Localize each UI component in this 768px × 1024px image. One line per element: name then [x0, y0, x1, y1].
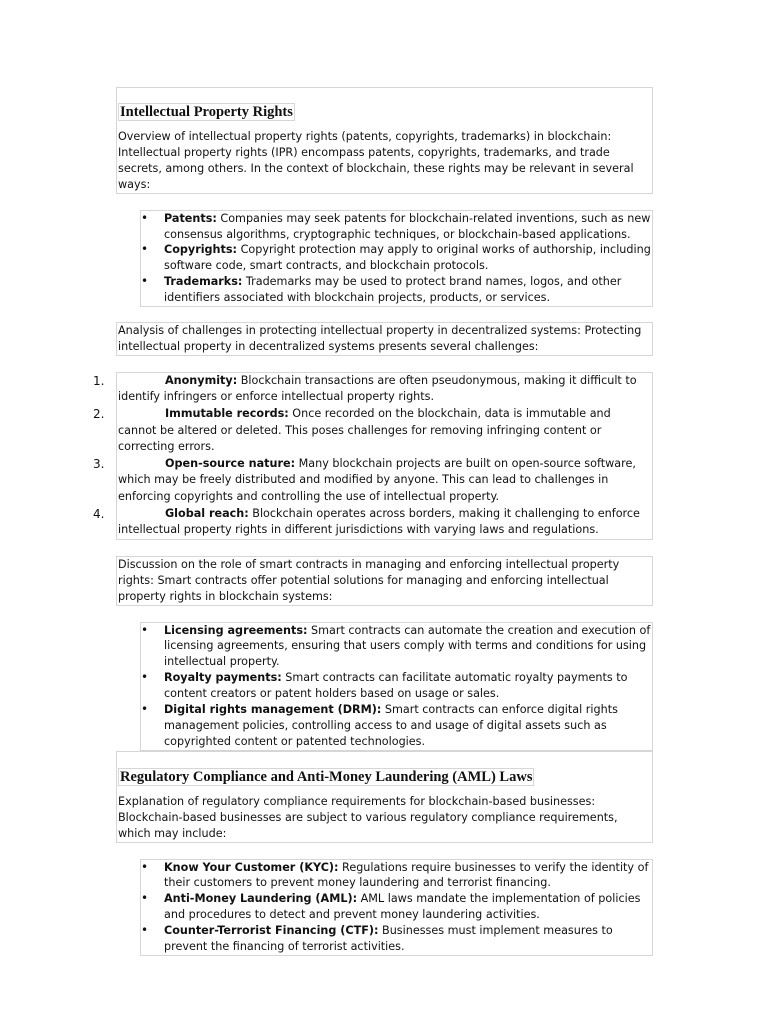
list-item: • Know Your Customer (KYC): Regulations require businesses to verify the identity of their customers to prevent money laundering and terrorist financing. [141, 860, 652, 892]
section-heading-ip [117, 88, 652, 129]
list-item: • Trademarks: Trademarks may be used to protect brand names, logos, and other identifiers associated with blockchain projects, products, or services. [141, 274, 652, 306]
list-item: • Copyrights: Copyright protection may apply to original works of authorship, including software code, smart contracts, and blockchain protocols. [141, 242, 652, 274]
list-item: • Patents: Companies may seek patents for blockchain-related inventions, such as new consensus algorithms, cryptographic techniques, or blockchain-based applications. [141, 211, 652, 243]
challenges-intro-block [116, 322, 653, 356]
list-item: • Royalty payments: Smart contracts can facilitate automatic royalty payments to content creators or patent holders based on usage or sales. [141, 670, 652, 702]
section-heading-aml [117, 752, 652, 794]
ip-rights-list [140, 210, 653, 307]
smart-contracts-intro-paragraph: Discussion on the role of smart contracts in managing and enforcing intellectual property rights: Smart contracts offer potential solutions for managing and enforcing intellectual property rights in blockchain systems: [118, 557, 620, 603]
challenges-list [93, 372, 653, 540]
list-item: 3. Open-source nature: Many blockchain projects are built on open-source software, which may be freely distributed and modified by anyone. This can lead to challenges in enforcing copyrights and controlling the use of intellectual property. [93, 456, 636, 504]
list-item: • Digital rights management (DRM): Smart contracts can enforce digital rights management policies, controlling access to and usage of digital assets such as copyrighted content or patented technologies. [141, 702, 652, 750]
challenges-intro-paragraph: Analysis of challenges in protecting intellectual property in decentralized systems: Protecting intellectual property in decentralized systems presents several challenges: [118, 324, 642, 353]
section-title: Intellectual Property Rights [120, 104, 293, 120]
smart-contracts-list [140, 622, 653, 751]
list-item: • Counter-Terrorist Financing (CTF): Businesses must implement measures to prevent the financing of terrorist activities. [141, 923, 652, 955]
list-item: 1. Anonymity: Blockchain transactions are often pseudonymous, making it difficult to identify infringers or enforce intellectual property rights. [93, 373, 637, 404]
document-page [93, 87, 653, 956]
list-item: 2. Immutable records: Once recorded on the blockchain, data is immutable and cannot be altered or deleted. This poses challenges for removing infringing content or correcting errors. [93, 407, 611, 454]
aml-overview-paragraph: Explanation of regulatory compliance requirements for blockchain-based businesses: Blockchain-based businesses are subject to various regulatory compliance requirements, which may include: [118, 794, 618, 840]
compliance-list [140, 859, 653, 956]
section-title: Regulatory Compliance and Anti-Money Laundering (AML) Laws [120, 768, 533, 785]
list-item: • Licensing agreements: Smart contracts can automate the creation and execution of licensing agreements, ensuring that users comply with terms and conditions for using intellectual property. [141, 623, 652, 671]
list-item: 4. Global reach: Blockchain operates across borders, making it challenging to enforce intellectual property rights in different jurisdictions with varying laws and regulations. [93, 506, 640, 537]
section-block-aml-intro [116, 751, 653, 843]
list-item: • Anti-Money Laundering (AML): AML laws mandate the implementation of policies and procedures to detect and prevent money laundering activities. [141, 891, 652, 923]
ip-overview-paragraph: Overview of intellectual property rights (patents, copyrights, trademarks) in blockchain: Intellectual property rights (IPR) encompass patents, copyrights, trademarks, and trade secrets, among others. In the context of blockchain, these rights may be relevant in several ways: [118, 130, 634, 191]
smart-contracts-intro-block [116, 556, 653, 606]
section-block-ip-intro [116, 87, 653, 194]
